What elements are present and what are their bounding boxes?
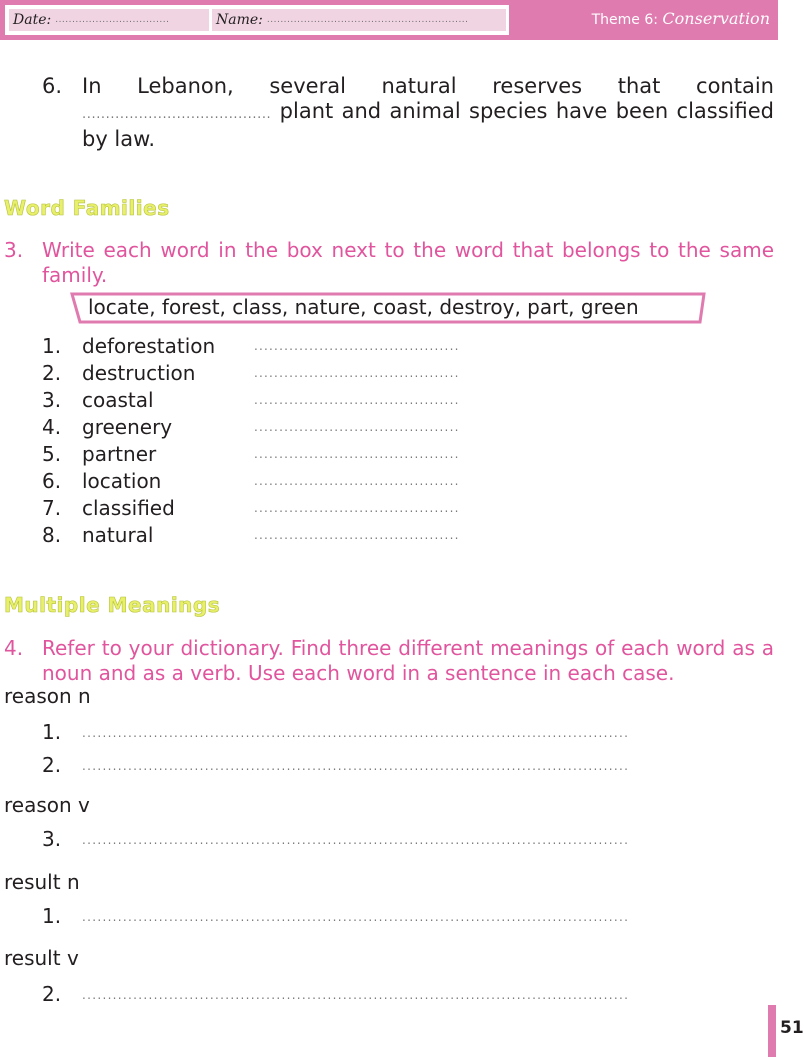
instruction-3 [4,238,774,288]
answer-line-number: 1. [42,904,62,928]
answer-line [42,904,774,932]
answer-line [42,753,774,781]
list-item-number: 2. [42,361,62,385]
worksheet-header [0,0,778,40]
date-label: Date: [13,12,52,28]
name-blank: ............................................................ [266,15,469,25]
theme-topic: Conservation [662,9,770,28]
list-item-word: greenery [82,415,173,439]
list-item-number: 5. [42,442,62,466]
answer-blank[interactable]: ........................................................................................................... [82,726,630,740]
item-text [82,74,774,152]
answer-line [42,982,774,1010]
list-item-word: coastal [82,388,154,412]
answer-blank[interactable]: ......................................... [254,501,460,515]
list-item-word: natural [82,523,154,547]
answer-line-number: 2. [42,982,62,1006]
list-item-number: 7. [42,496,62,520]
list-item-word: destruction [82,361,196,385]
answer-blank[interactable]: ......................................... [254,447,460,461]
word-label-reason-n: reason n [4,684,91,708]
word-label-reason-v: reason v [4,793,90,817]
answer-line [42,827,774,855]
answer-blank[interactable]: ........................................................................................................... [82,759,630,773]
theme-prefix: Theme 6: [591,12,658,28]
answer-line-number: 3. [42,827,62,851]
item-number: 6. [42,74,63,98]
theme-title [592,9,770,28]
instruction-number: 3. [4,238,24,262]
list-item-number: 4. [42,415,62,439]
answer-blank[interactable]: ........................................................................................................... [82,910,630,924]
instruction-text: Write each word in the box next to the word that belongs to the same family. [42,238,774,287]
header-fields-panel [5,5,509,35]
list-item-word: classified [82,496,175,520]
page-number: 51 [780,1018,804,1038]
list-item-number: 6. [42,469,62,493]
answer-line-number: 1. [42,720,62,744]
answer-blank[interactable]: ......................................... [254,474,460,488]
list-item-number: 8. [42,523,62,547]
answer-line [42,720,774,748]
word-label-result-v: result v [4,946,79,970]
answer-blank[interactable]: ........................................................................................................... [82,833,630,847]
section-title-multiple-meanings: Multiple Meanings [4,593,221,617]
date-blank: .................................. [55,15,170,25]
word-label-result-n: result n [4,870,80,894]
answer-blank[interactable]: ......................................... [254,339,460,353]
date-field[interactable] [9,9,209,31]
answer-blank[interactable]: ......................................... [254,528,460,542]
word-box [70,292,706,324]
list-item-word: location [82,469,162,493]
list-item-number: 3. [42,388,62,412]
answer-blank[interactable]: ........................................................................................................... [82,988,630,1002]
instruction-4 [4,636,774,686]
answer-blank[interactable]: ......................................... [254,366,460,380]
list-item-number: 1. [42,334,62,358]
instruction-text: Refer to your dictionary. Find three different meanings of each word as a noun and as a verb. Use each word in a sentence in each case. [42,636,774,685]
list-item-word: deforestation [82,334,216,358]
answer-line-number: 2. [42,753,62,777]
instruction-number: 4. [4,636,24,660]
answer-blank[interactable]: ......................................... [254,393,460,407]
page-number-tab [768,1005,776,1057]
name-field[interactable] [212,9,506,31]
item-text-start: In Lebanon, several natural reserves that contain [82,74,774,98]
answer-blank[interactable]: ......................................... [254,420,460,434]
answer-blank[interactable]: ........................................ [82,107,272,122]
list-item-word: partner [82,442,157,466]
word-box-words: locate, forest, class, nature, coast, destroy, part, green [88,295,639,319]
section-title-word-families: Word Families [4,196,170,220]
item-text-end: plant and animal species have been classified by law. [82,99,774,151]
name-label: Name: [216,12,263,28]
